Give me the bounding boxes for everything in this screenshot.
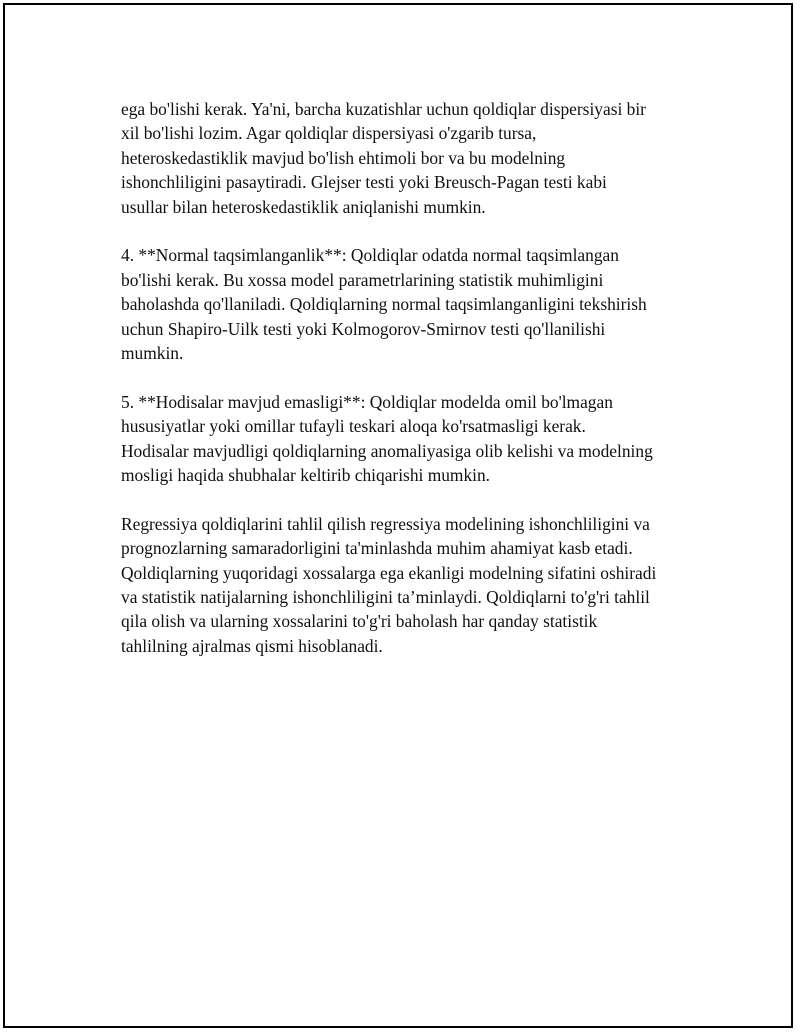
text-line: mosligi haqida shubhalar keltirib chiqarishi mumkin. bbox=[121, 465, 491, 486]
text-line: prognozlarning samaradorligini ta'minlashda muhim ahamiyat kasb etadi. bbox=[121, 538, 633, 559]
text-line: Regressiya qoldiqlarini tahlil qilish regressiya modelining ishonchliligini va bbox=[121, 513, 650, 534]
text-line: va statistik natijalarning ishonchliligini ta’minlaydi. Qoldiqlarni to'g'ri tahlil bbox=[121, 587, 650, 608]
paragraph-heteroskedasticity bbox=[121, 97, 701, 219]
paragraph-normality bbox=[121, 243, 701, 365]
paragraph-conclusion bbox=[121, 512, 701, 658]
document-body bbox=[121, 97, 701, 683]
text-line: ishonchliligini pasaytiradi. Glejser testi yoki Breusch-Pagan testi kabi bbox=[121, 172, 607, 193]
paragraph-events bbox=[121, 390, 701, 488]
document-page bbox=[3, 3, 793, 1028]
text-line: ega bo'lishi kerak. Ya'ni, barcha kuzatishlar uchun qoldiqlar dispersiyasi bir bbox=[121, 99, 646, 119]
text-line: xil bo'lishi lozim. Agar qoldiqlar dispersiyasi o'zgarib tursa, bbox=[121, 123, 537, 144]
text-line: 4. **Normal taqsimlanganlik**: Qoldiqlar odatda normal taqsimlangan bbox=[121, 245, 619, 266]
text-line: baholashda qo'llaniladi. Qoldiqlarning normal taqsimlanganligini tekshirish bbox=[121, 294, 647, 315]
text-line: mumkin. bbox=[121, 343, 184, 364]
text-line: 5. **Hodisalar mavjud emasligi**: Qoldiqlar modelda omil bo'lmagan bbox=[121, 391, 613, 412]
text-line: qila olish va ularning xossalarini to'g'ri baholash har qanday statistik bbox=[121, 611, 598, 632]
text-line: Qoldiqlarning yuqoridagi xossalarga ega ekanligi modelning sifatini oshiradi bbox=[121, 562, 657, 583]
text-line: uchun Shapiro-Uilk testi yoki Kolmogorov-Smirnov testi qo'llanilishi bbox=[121, 318, 606, 339]
text-line: hususiyatlar yoki omillar tufayli teskari aloqa ko'rsatmasligi kerak. bbox=[121, 416, 586, 437]
text-line: heteroskedastiklik mavjud bo'lish ehtimoli bor va bu modelning bbox=[121, 147, 566, 168]
text-line: tahlilning ajralmas qismi hisoblanadi. bbox=[121, 635, 383, 656]
text-line: bo'lishi kerak. Bu xossa model parametrlarining statistik muhimligini bbox=[121, 269, 604, 290]
text-line: usullar bilan heteroskedastiklik aniqlanishi mumkin. bbox=[121, 196, 486, 217]
text-line: Hodisalar mavjudligi qoldiqlarning anomaliyasiga olib kelishi va modelning bbox=[121, 440, 653, 461]
